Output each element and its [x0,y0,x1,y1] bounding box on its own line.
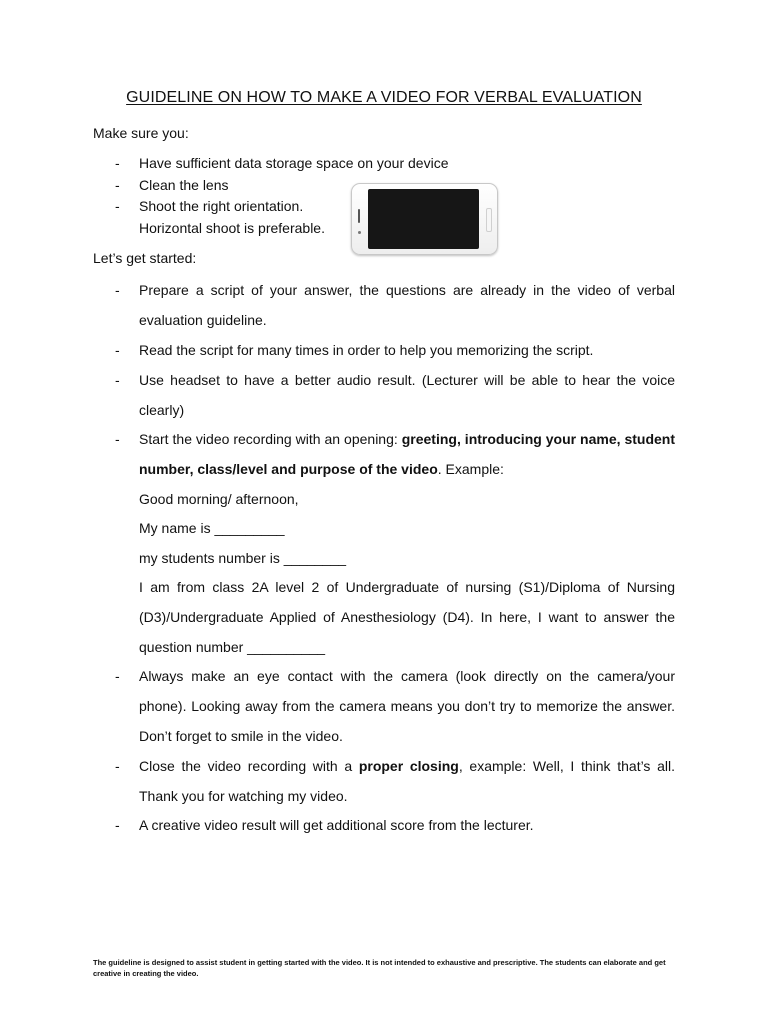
bullet-dash: - [115,431,120,447]
phone-speaker [358,209,360,223]
step-prepare-script: Prepare a script of your answer, the questions are already in the video of verbal evaluation guideline. [139,282,675,328]
checklist-item-orientation: Shoot the right orientation. [139,198,304,214]
step-creative: A creative video result will get additional score from the lecturer. [139,817,534,833]
example-name: My name is _________ [139,520,285,536]
horizontal-phone-icon [351,183,498,255]
phone-home-button [486,208,492,232]
intro-text: Make sure you: [93,125,189,141]
step-read-script: Read the script for many times in order to help you memorizing the script. [139,342,594,358]
step-eye-contact: Always make an eye contact with the camera (look directly on the camera/your phone). Looking away from the camera means you don’t try to memorize the answer. Don’t forget to smile in the video. [139,668,675,744]
example-class: I am from class 2A level 2 of Undergraduate of nursing (S1)/Diploma of Nursing (D3)/Undergraduate Applied of Anesthesiology (D4). In here, I want to answer the question number __________ [139,579,675,655]
example-greeting: Good morning/ afternoon, [139,491,299,507]
bullet-dash: - [115,817,120,833]
bullet-dash: - [115,198,120,214]
bullet-dash: - [115,668,120,684]
checklist-item-lens: Clean the lens [139,177,229,193]
page-title: GUIDELINE ON HOW TO MAKE A VIDEO FOR VERBAL EVALUATION [126,89,642,106]
orientation-note: Horizontal shoot is preferable. [139,220,325,236]
bullet-dash: - [115,282,120,298]
section-heading-started: Let’s get started: [93,250,197,266]
bullet-dash: - [115,177,120,193]
phone-camera-dot [358,231,361,234]
step-closing: Close the video recording with a proper closing, example: Well, I think that’s all. Thank you for watching my video. [139,758,676,804]
step-headset: Use headset to have a better audio result. (Lecturer will be able to hear the voice clearly) [139,372,675,418]
checklist-item-storage: Have sufficient data storage space on your device [139,155,449,171]
bullet-dash: - [115,155,120,171]
bullet-dash: - [115,372,120,388]
bullet-dash: - [115,342,120,358]
step-opening: Start the video recording with an opening: greeting, introducing your name, student number, class/level and purpose of the video. Example: [139,431,676,477]
phone-screen [368,189,479,249]
footnote: The guideline is designed to assist student in getting started with the video. It is not intended to exhaustive and prescriptive. The students can elaborate and get creative in creating the video. [93,958,666,978]
example-student-number: my students number is ________ [139,550,347,566]
bullet-dash: - [115,758,120,774]
